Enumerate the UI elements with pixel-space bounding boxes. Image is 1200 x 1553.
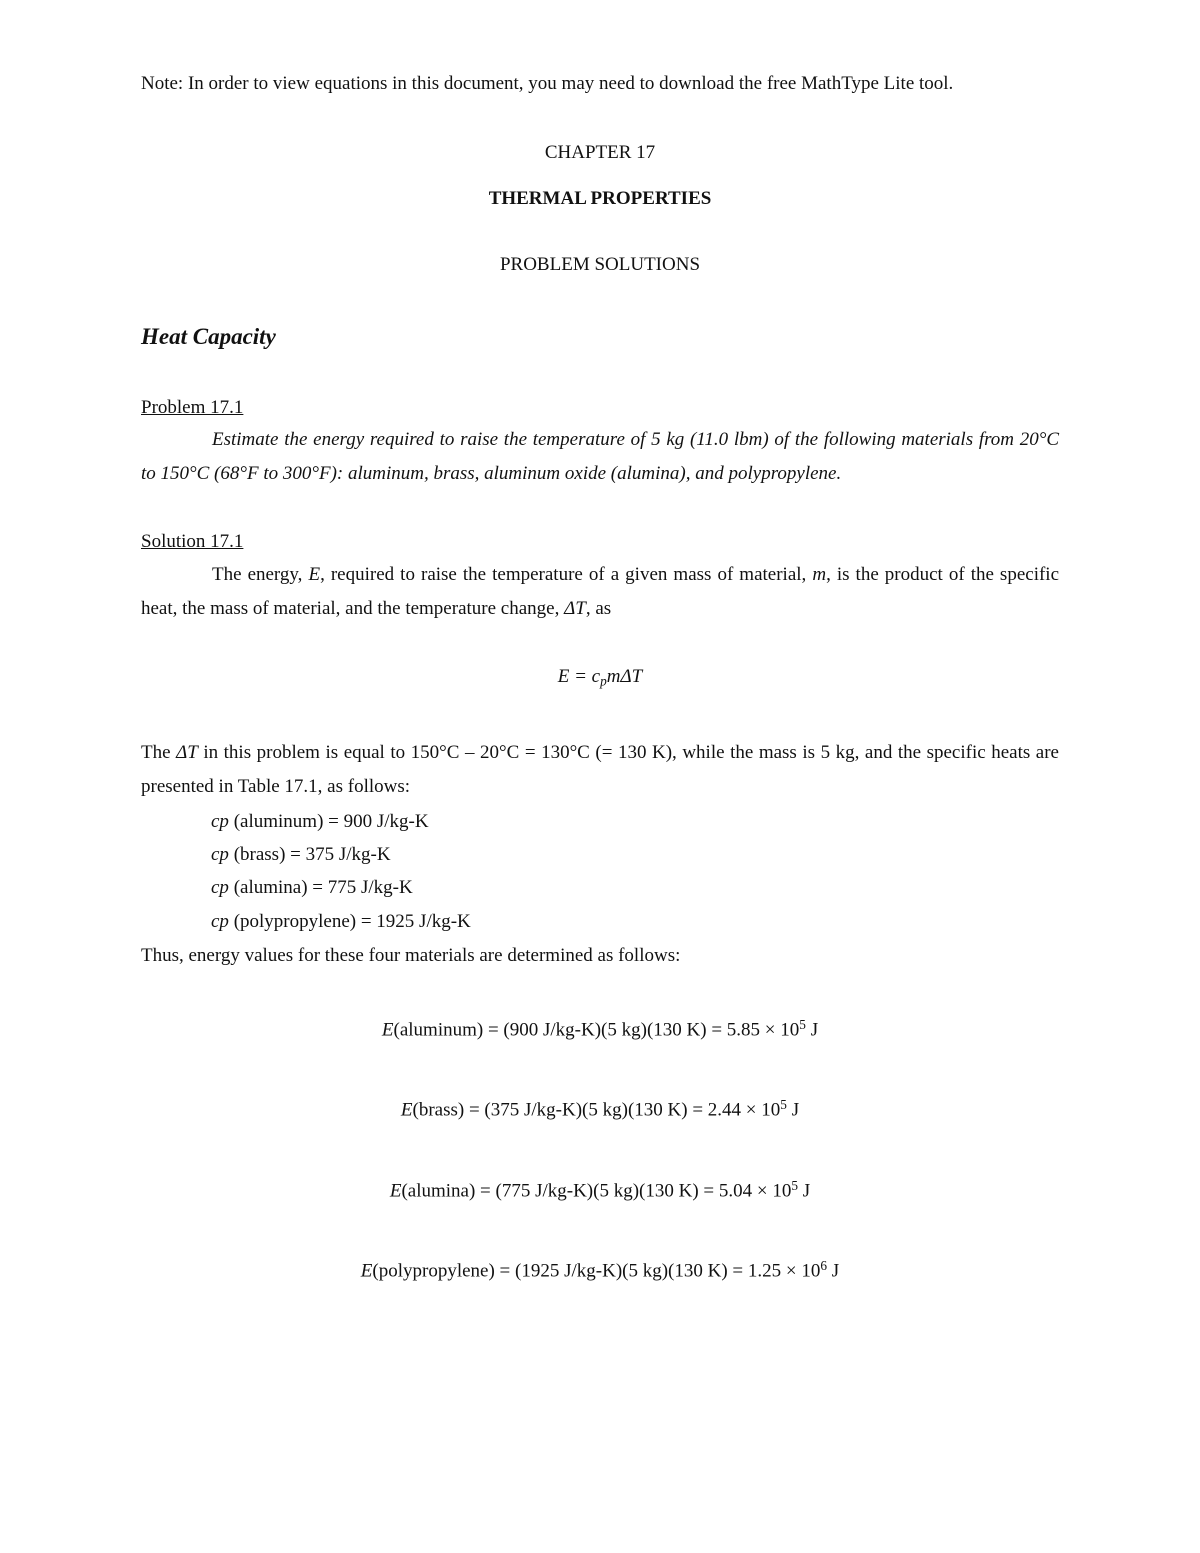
mathtype-note: Note: In order to view equations in this document, you may need to download the free MathType Lite tool. bbox=[141, 73, 954, 94]
result-lhs: E bbox=[389, 1180, 402, 1202]
delta-t-paragraph bbox=[141, 736, 1059, 804]
paragraph-text: The bbox=[141, 742, 177, 763]
result-body: (alumina) = (775 J/kg-K)(5 kg)(130 K) = 5.04 × 10 bbox=[401, 1180, 792, 1202]
intro-text: , as bbox=[585, 598, 612, 619]
intro-text: , is the product of the specific heat, the mass of material, and the temperature change, bbox=[141, 564, 1060, 619]
solution-intro bbox=[141, 558, 1059, 626]
specific-heat-value: (aluminum) = 900 J/kg-K bbox=[228, 811, 429, 832]
topic-heading: Heat Capacity bbox=[141, 324, 276, 349]
equation-lhs: E bbox=[557, 666, 570, 687]
result-unit: J bbox=[786, 1099, 800, 1121]
specific-heat-item bbox=[211, 843, 391, 868]
cp-symbol: cp bbox=[211, 911, 229, 932]
energy-result bbox=[0, 1177, 1200, 1204]
energy-result bbox=[0, 1096, 1200, 1123]
specific-heat-value: (brass) = 375 J/kg-K bbox=[228, 844, 391, 865]
result-exponent: 5 bbox=[791, 1178, 799, 1193]
energy-result bbox=[0, 1016, 1200, 1043]
result-exponent: 6 bbox=[820, 1258, 828, 1273]
specific-heat-item bbox=[211, 810, 429, 835]
result-unit: J bbox=[798, 1180, 811, 1202]
result-lhs: E bbox=[381, 1019, 394, 1041]
equation-subscript: p bbox=[600, 673, 607, 689]
intro-text: The energy, bbox=[212, 564, 309, 585]
specific-heat-value: (alumina) = 775 J/kg-K bbox=[228, 877, 413, 898]
mass-symbol: m bbox=[812, 564, 827, 585]
energy-symbol: E bbox=[308, 564, 321, 585]
result-exponent: 5 bbox=[780, 1097, 787, 1112]
chapter-title: THERMAL PROPERTIES bbox=[488, 188, 712, 209]
problem-statement: Estimate the energy required to raise the temperature of 5 kg (11.0 lbm) of the following materials from 20°C to 150°C (68°F to 300°F): aluminum, brass, aluminum oxide (alumina), and polypropylene. bbox=[141, 429, 1059, 484]
equation-cp: = c bbox=[569, 666, 601, 687]
intro-text: , required to raise the temperature of a given mass of material, bbox=[320, 564, 813, 585]
paragraph-text: in this problem is equal to 150°C – 20°C = 130°C (= 130 K), while the mass is 5 kg, and the specific heats are presented in Table 17.1, as follows: bbox=[141, 742, 1059, 797]
result-body: (polypropylene) = (1925 J/kg-K)(5 kg)(130 K) = 1.25 × 10 bbox=[372, 1260, 821, 1282]
problem-label: Problem 17.1 bbox=[141, 397, 244, 418]
chapter-number: CHAPTER 17 bbox=[544, 142, 656, 163]
result-unit: J bbox=[805, 1019, 819, 1041]
cp-symbol: cp bbox=[211, 811, 229, 832]
specific-heat-value: (polypropylene) = 1925 J/kg-K bbox=[228, 911, 471, 932]
specific-heat-item bbox=[211, 876, 413, 901]
delta-t-symbol: ΔT bbox=[564, 598, 586, 619]
result-body: (brass) = (375 J/kg-K)(5 kg)(130 K) = 2.44 × 10 bbox=[412, 1099, 781, 1121]
result-lhs: E bbox=[360, 1260, 373, 1282]
energy-equation bbox=[0, 665, 1200, 690]
cp-symbol: cp bbox=[211, 877, 229, 898]
conclusion-text: Thus, energy values for these four materials are determined as follows: bbox=[141, 945, 681, 966]
cp-symbol: cp bbox=[211, 844, 229, 865]
specific-heat-item bbox=[211, 910, 471, 935]
solution-label: Solution 17.1 bbox=[141, 531, 244, 552]
section-label: PROBLEM SOLUTIONS bbox=[499, 254, 701, 275]
result-lhs: E bbox=[400, 1099, 413, 1121]
result-exponent: 5 bbox=[799, 1017, 806, 1032]
equation-rhs: mΔT bbox=[606, 666, 643, 687]
result-unit: J bbox=[827, 1260, 840, 1282]
energy-result bbox=[0, 1257, 1200, 1284]
delta-t-symbol: ΔT bbox=[176, 742, 198, 763]
result-body: (aluminum) = (900 J/kg-K)(5 kg)(130 K) = 5.85 × 10 bbox=[393, 1019, 800, 1041]
